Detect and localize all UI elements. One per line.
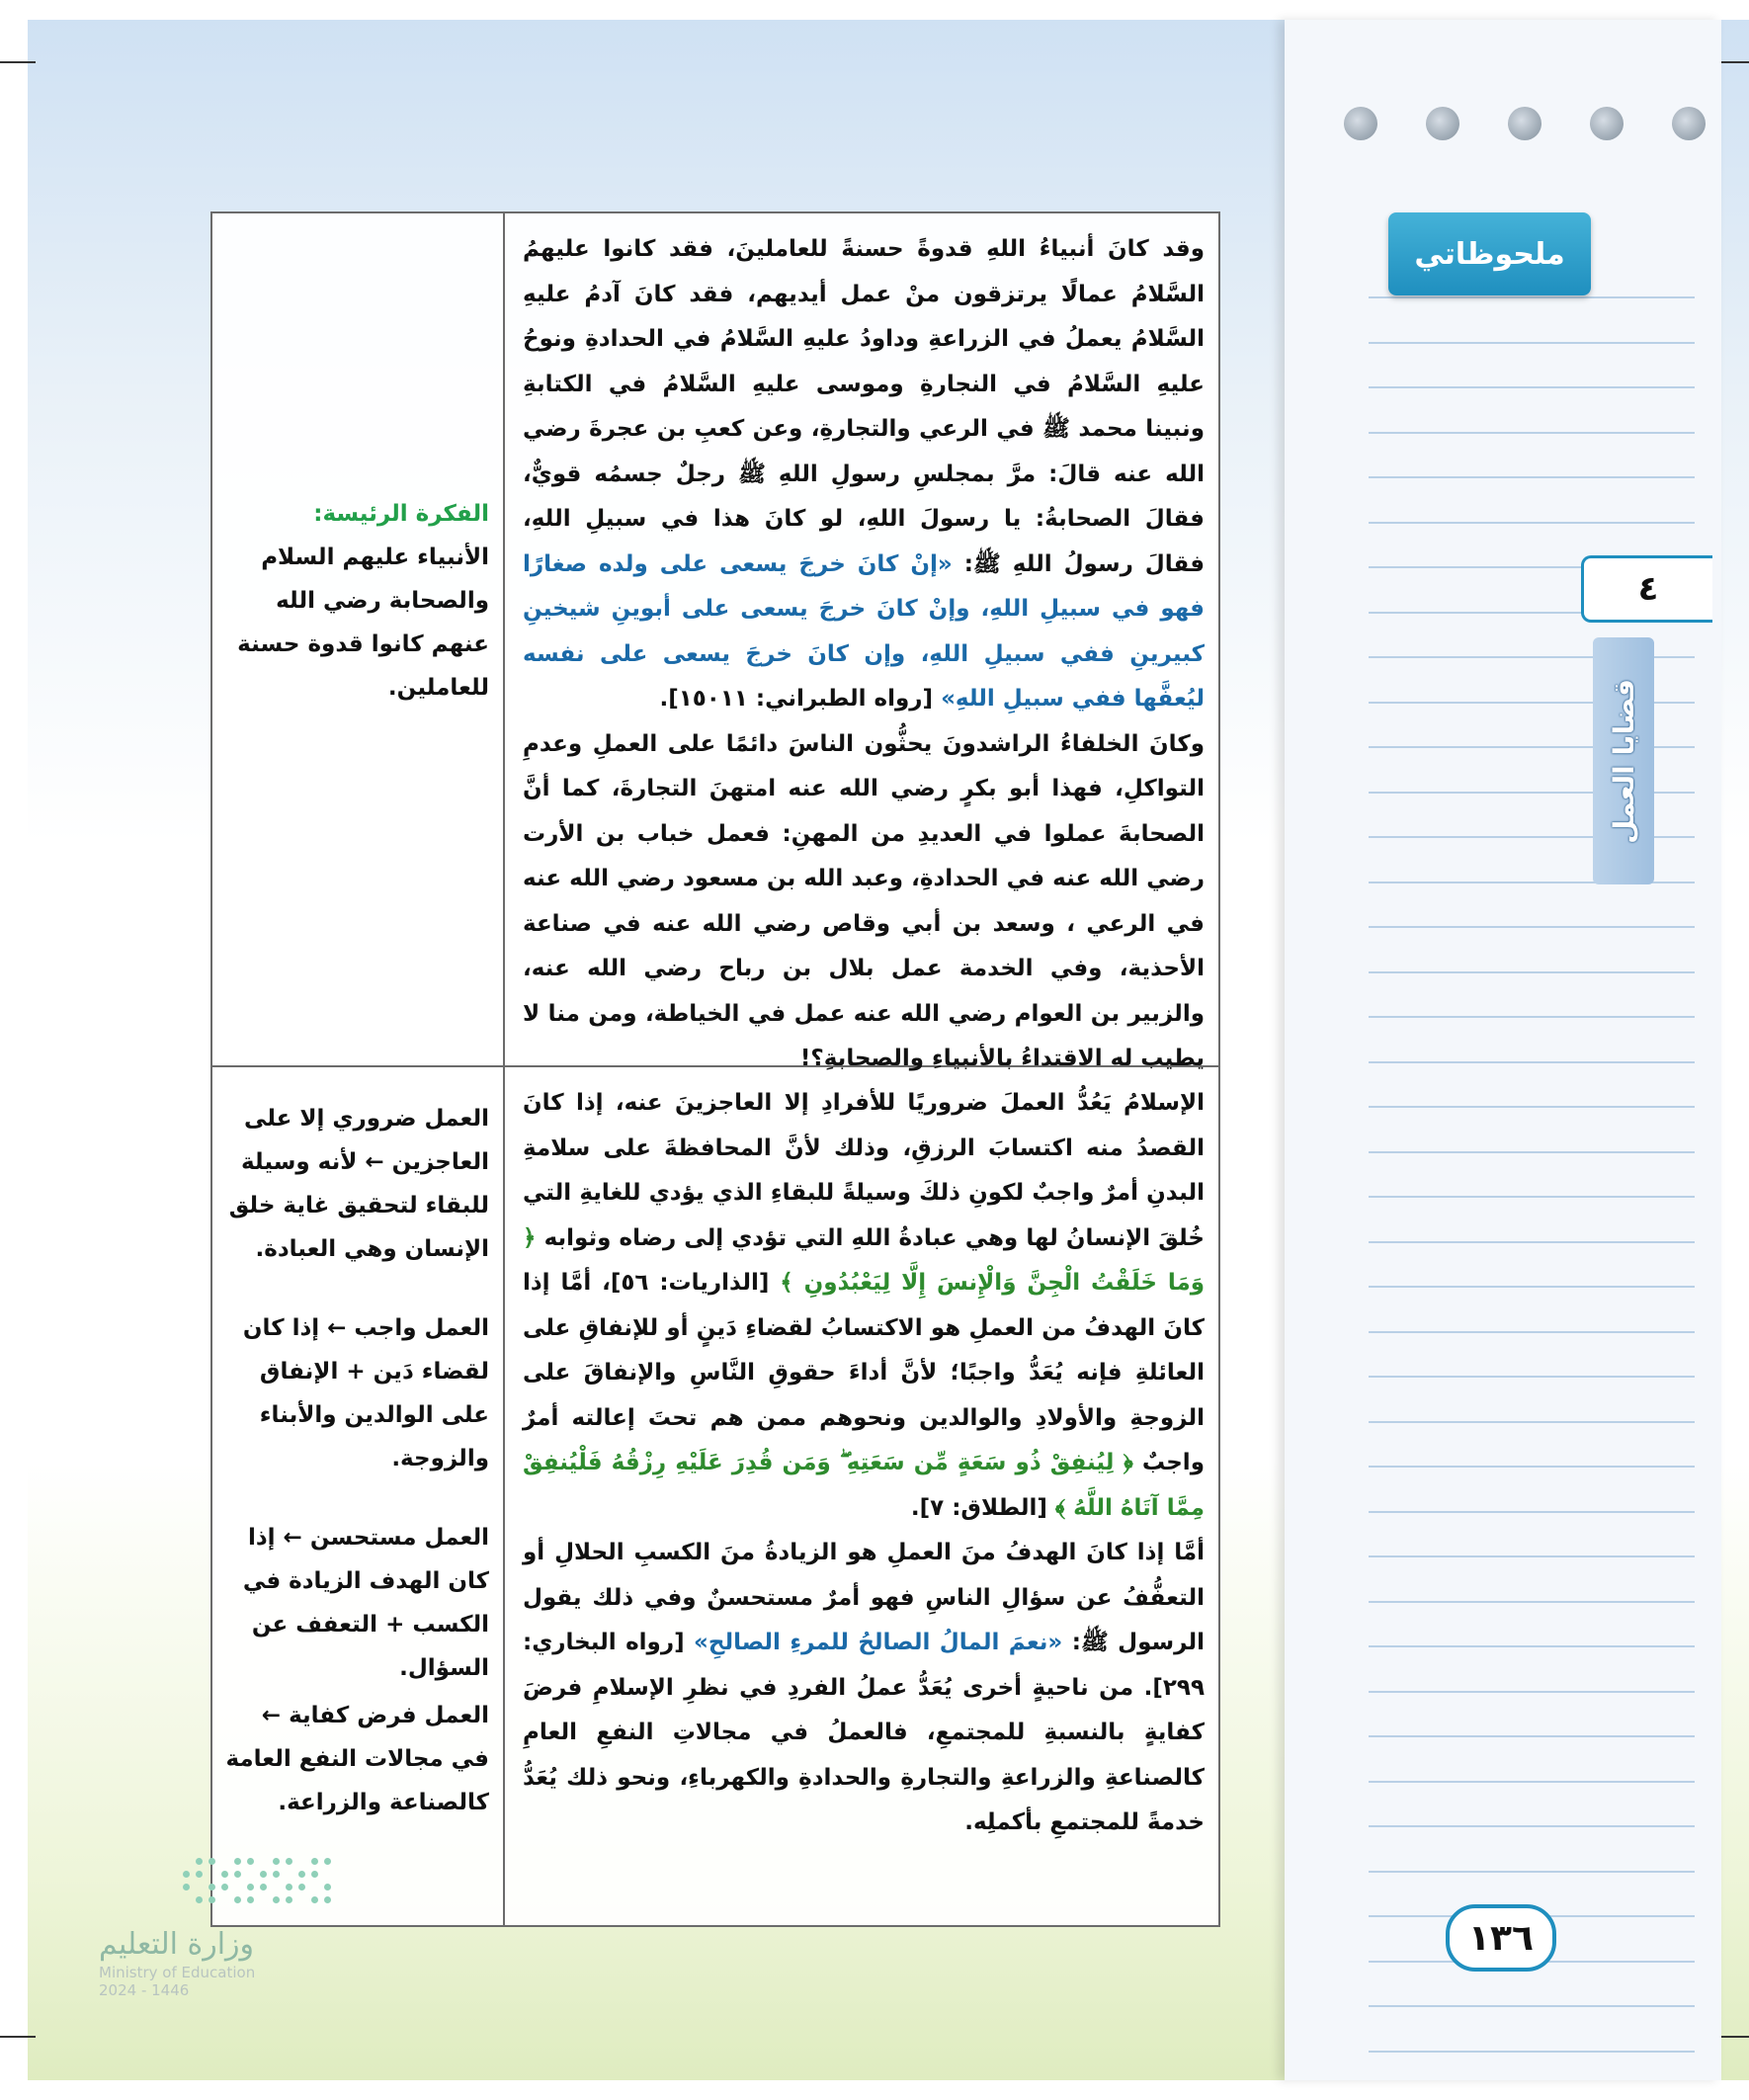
logo-dot	[324, 1884, 331, 1890]
content-table	[210, 211, 1220, 1927]
notebook-rule-line	[1369, 386, 1695, 388]
notes-tab-label: ملحوظاتي	[1388, 212, 1591, 295]
binder-hole	[1672, 107, 1706, 140]
binder-hole	[1426, 107, 1459, 140]
table-row	[212, 1067, 1218, 1925]
notebook-rule-line	[1369, 1735, 1695, 1737]
hadith-reference: [رواه الطبراني: ١٥٠١١].	[659, 686, 942, 712]
paragraph-text: الإسلامُ يَعُدُّ العملَ ضروريًا للأفرادِ إلا العاجزينَ عنه، إذا كانَ القصدُ منه اكتسابَ الرزقِ، وذلك لأنَّ المحافظةَ على سلامةِ البدنِ أمرٌ واجبٌ لكونِ ذلكَ وسيلةً للبقاءِ الذي يؤدي للغايةِ التي خُلقَ الإنسانُ لها وهي عبادةُ اللهِ التي تؤدي إلى رضاه وثوابه	[523, 1090, 1205, 1251]
paragraph-text: [رواه البخاري: ٢٩٩]. من ناحيةٍ أخرى يُعَدُّ عملُ الفردِ في نظرِ الإسلامِ فرضَ كفايةٍ بالنسبةِ للمجتمعِ، فالعملُ في مجالاتِ النفعِ العامِ كالصناعةِ والزراعةِ والتجارةِ والحدادةِ والكهرباءِ، ونحو ذلك يُعَدُّ خدمةً للمجتمعِ بأكملِه.	[523, 1630, 1205, 1835]
logo-dot	[196, 1871, 203, 1878]
binder-hole	[1590, 107, 1624, 140]
ministry-logo-dots	[183, 1858, 351, 1917]
side-note: العمل واجب ← إذا كان لقضاء دَين + الإنفاق على الوالدين والأبناء والزوجة.	[242, 1315, 489, 1471]
binder-hole	[1508, 107, 1541, 140]
notebook-rule-line	[1369, 1555, 1695, 1557]
notebook-rule-line	[1369, 432, 1695, 434]
logo-dot	[260, 1871, 267, 1878]
notebook-rule-line	[1369, 1825, 1695, 1827]
notebook-rule-line	[1369, 1645, 1695, 1647]
logo-dot	[196, 1896, 203, 1903]
logo-dot	[273, 1858, 280, 1865]
logo-dot	[273, 1896, 280, 1903]
logo-dot	[247, 1896, 254, 1903]
notebook-rule-line	[1369, 522, 1695, 524]
notebook-rule-line	[1369, 1691, 1695, 1693]
side-note: العمل مستحسن ← إذا كان الهدف الزيادة في الكسب + التعفف عن السؤال.	[242, 1525, 489, 1681]
logo-dot	[234, 1858, 241, 1865]
notebook-rule-line	[1369, 1466, 1695, 1468]
ministry-name-ar: وزارة التعليم	[99, 1927, 255, 1962]
paragraph: وكانَ الخلفاءُ الراشدونَ يحثُّون الناسَ دائمًا على العملِ وعدمِ التواكلِ، فهذا أبو بكرٍ رضي الله عنه امتهنَ التجارةَ، كما أنَّ الصحابةَ عملوا في العديدِ من المهنِ: فعمل خباب بن الأرت رضي الله عنه في الحدادةِ، وعبد الله بن مسعود رضي الله عنه في الرعي ، وسعد بن أبي وقاص رضي الله عنه في صناعة الأحذية، وفي الخدمة عمل بلال بن رباح رضي الله عنه، والزبير بن العوام رضي الله عنه عمل في الخياطة، ومن منا لا يطيب له الاقتداءُ بالأنبياءِ والصحابةِ؟!	[523, 730, 1205, 1071]
logo-dot	[311, 1858, 318, 1865]
ministry-year: 2024 - 1446	[99, 1981, 190, 1999]
hadith-quote: «إنْ كانَ خرجَ يسعى على ولده صغارًا فهو في سبيلِ اللهِ، وإنْ كانَ خرجَ يسعى على أبوينِ شيخينِ كبيرينِ ففي سبيلِ اللهِ، وإن كانَ خرجَ يسعى على نفسه ليُعفَّها ففي سبيلِ اللهِ»	[523, 550, 1205, 712]
logo-dot	[311, 1871, 318, 1878]
notebook-rule-line	[1369, 476, 1695, 478]
crop-mark	[0, 61, 36, 63]
notebook-rule-line	[1369, 1286, 1695, 1288]
logo-dot	[298, 1871, 305, 1878]
logo-dot	[260, 1884, 267, 1890]
notebook-rule-line	[1369, 1151, 1695, 1153]
notebook-rule-line	[1369, 1601, 1695, 1603]
notebook-rule-line	[1369, 1781, 1695, 1783]
notes-notebook	[1285, 20, 1721, 2080]
logo-dot	[196, 1858, 203, 1865]
notebook-rule-line	[1369, 1331, 1695, 1333]
notebook-rule-line	[1369, 1511, 1695, 1513]
page-number: ١٣٦	[1446, 1904, 1556, 1972]
main-idea-text: الأنبياء عليهم السلام والصحابة رضي الله عنهم كانوا قدوة حسنة للعاملين.	[237, 545, 489, 701]
logo-dot	[183, 1871, 190, 1878]
chapter-title: قضايا العمل	[1607, 678, 1640, 844]
notebook-rule-line	[1369, 1421, 1695, 1423]
main-text-cell	[509, 1067, 1218, 1925]
chapter-title-tab	[1593, 637, 1654, 884]
side-note-cell	[212, 1067, 505, 1925]
logo-dot	[286, 1858, 292, 1865]
notebook-rule-line	[1369, 1196, 1695, 1198]
hadith-quote: «نعمَ المالُ الصالحُ للمرءِ الصالحِ»	[694, 1630, 1063, 1655]
ministry-name-en: Ministry of Education	[99, 1964, 256, 1981]
logo-dot	[273, 1871, 280, 1878]
notebook-rule-line	[1369, 1376, 1695, 1378]
side-note-cell	[212, 213, 505, 1065]
paragraph-text: أمَّا إذا كانَ الهدفُ من العملِ هو الاكتسابُ لقضاءِ دَينٍ أو للإنفاقِ على العائلةِ فإنه يُعَدُّ واجبًا؛ لأنَّ أداءَ حقوقِ النَّاسِ والإنفاقَ على الزوجةِ والأولادِ والوالدين ونحوهم ممن هم تحتَ إعالته أمرٌ واجبٌ	[523, 1270, 1205, 1475]
paragraph-text: أمَّا إذا كانَ الهدفُ منَ العملِ هو الزيادةُ منَ الكسبِ الحلالِ أو التعفُّفُ عن سؤالِ الناسِ فهو أمرٌ مستحسنٌ وفي ذلك يقول الرسول ﷺ:	[523, 1540, 1205, 1655]
notebook-rule-line	[1369, 1871, 1695, 1873]
notebook-rule-line	[1369, 1061, 1695, 1063]
logo-dot	[298, 1884, 305, 1890]
notebook-rule-line	[1369, 2051, 1695, 2053]
logo-dot	[221, 1884, 228, 1890]
logo-dot	[286, 1896, 292, 1903]
side-note: العمل ضروري إلا على العاجزين ← لأنه وسيلة للبقاء لتحقيق غاية خلق الإنسان وهي العبادة.	[228, 1106, 489, 1262]
binder-hole	[1344, 107, 1377, 140]
logo-dot	[183, 1884, 190, 1890]
notebook-rule-line	[1369, 342, 1695, 344]
table-row	[212, 213, 1218, 1071]
notebook-rule-line	[1369, 2005, 1695, 2007]
quran-verse: ﴿ وَمَا خَلَقْتُ الْجِنَّ وَالْإِنسَ إِلَّا لِيَعْبُدُونِ ﴾	[523, 1224, 1205, 1296]
chapter-number: ٤	[1581, 555, 1712, 623]
main-idea-title: الفكرة الرئيسة:	[313, 501, 489, 527]
logo-dot	[221, 1871, 228, 1878]
notebook-rule-line	[1369, 971, 1695, 973]
notebook-rule-line	[1369, 1016, 1695, 1018]
logo-dot	[208, 1884, 215, 1890]
logo-dot	[324, 1858, 331, 1865]
quran-verse: ﴿ لِيُنفِقْ ذُو سَعَةٍ مِّن سَعَتِهِ ۖ وَمَن قُدِرَ عَلَيْهِ رِزْقُهُ فَلْيُنفِقْ مِمَّا آتَاهُ اللَّهُ ﴾	[523, 1450, 1205, 1521]
paragraph	[523, 1081, 1205, 1531]
side-note: العمل فرض كفاية ← في مجالات النفع العامة كالصناعة والزراعة.	[225, 1703, 489, 1815]
logo-dot	[324, 1896, 331, 1903]
logo-dot	[234, 1871, 241, 1878]
notebook-rule-line	[1369, 926, 1695, 928]
verse-reference: [الطلاق: ٧].	[910, 1494, 1055, 1521]
logo-dot	[234, 1896, 241, 1903]
notebook-rule-line	[1369, 296, 1695, 298]
notebook-rule-line	[1369, 1241, 1695, 1243]
paragraph	[523, 1531, 1205, 1846]
logo-dot	[286, 1884, 292, 1890]
paragraph-text: وقد كانَ أنبياءُ اللهِ قدوةً حسنةً للعاملينَ، فقد كانوا عليهمُ السَّلامُ عمالًا يرتزقون منْ عمل أيديهم، فقد كانَ آدمُ عليهِ السَّلامُ يعملُ في الزراعةِ وداودُ عليهِ السَّلامُ في الحدادةِ ونوحُ عليهِ السَّلامُ في النجارةِ وموسى عليهِ السَّلامُ في الكتابةِ ونبينا محمد ﷺ في الرعي والتجارةِ، وعن كعبِ بن عجرةَ رضي الله عنه قالَ: مرَّ بمجلسِ رسولِ اللهِ ﷺ رجلٌ جسمُه قويٌّ، فقالَ الصحابةُ: يا رسولَ اللهِ، لو كانَ هذا في سبيلِ اللهِ، فقالَ رسولُ اللهِ ﷺ:	[523, 236, 1206, 577]
logo-dot	[208, 1896, 215, 1903]
logo-dot	[311, 1896, 318, 1903]
notebook-rule-line	[1369, 1106, 1695, 1108]
paragraph	[523, 227, 1205, 722]
logo-dot	[247, 1884, 254, 1890]
crop-mark	[0, 2036, 36, 2038]
logo-dot	[208, 1858, 215, 1865]
ministry-logo	[99, 1927, 296, 1999]
logo-dot	[247, 1858, 254, 1865]
verse-reference: [الذاريات: ٥٦]،	[602, 1270, 781, 1296]
main-text-cell	[509, 213, 1218, 1071]
